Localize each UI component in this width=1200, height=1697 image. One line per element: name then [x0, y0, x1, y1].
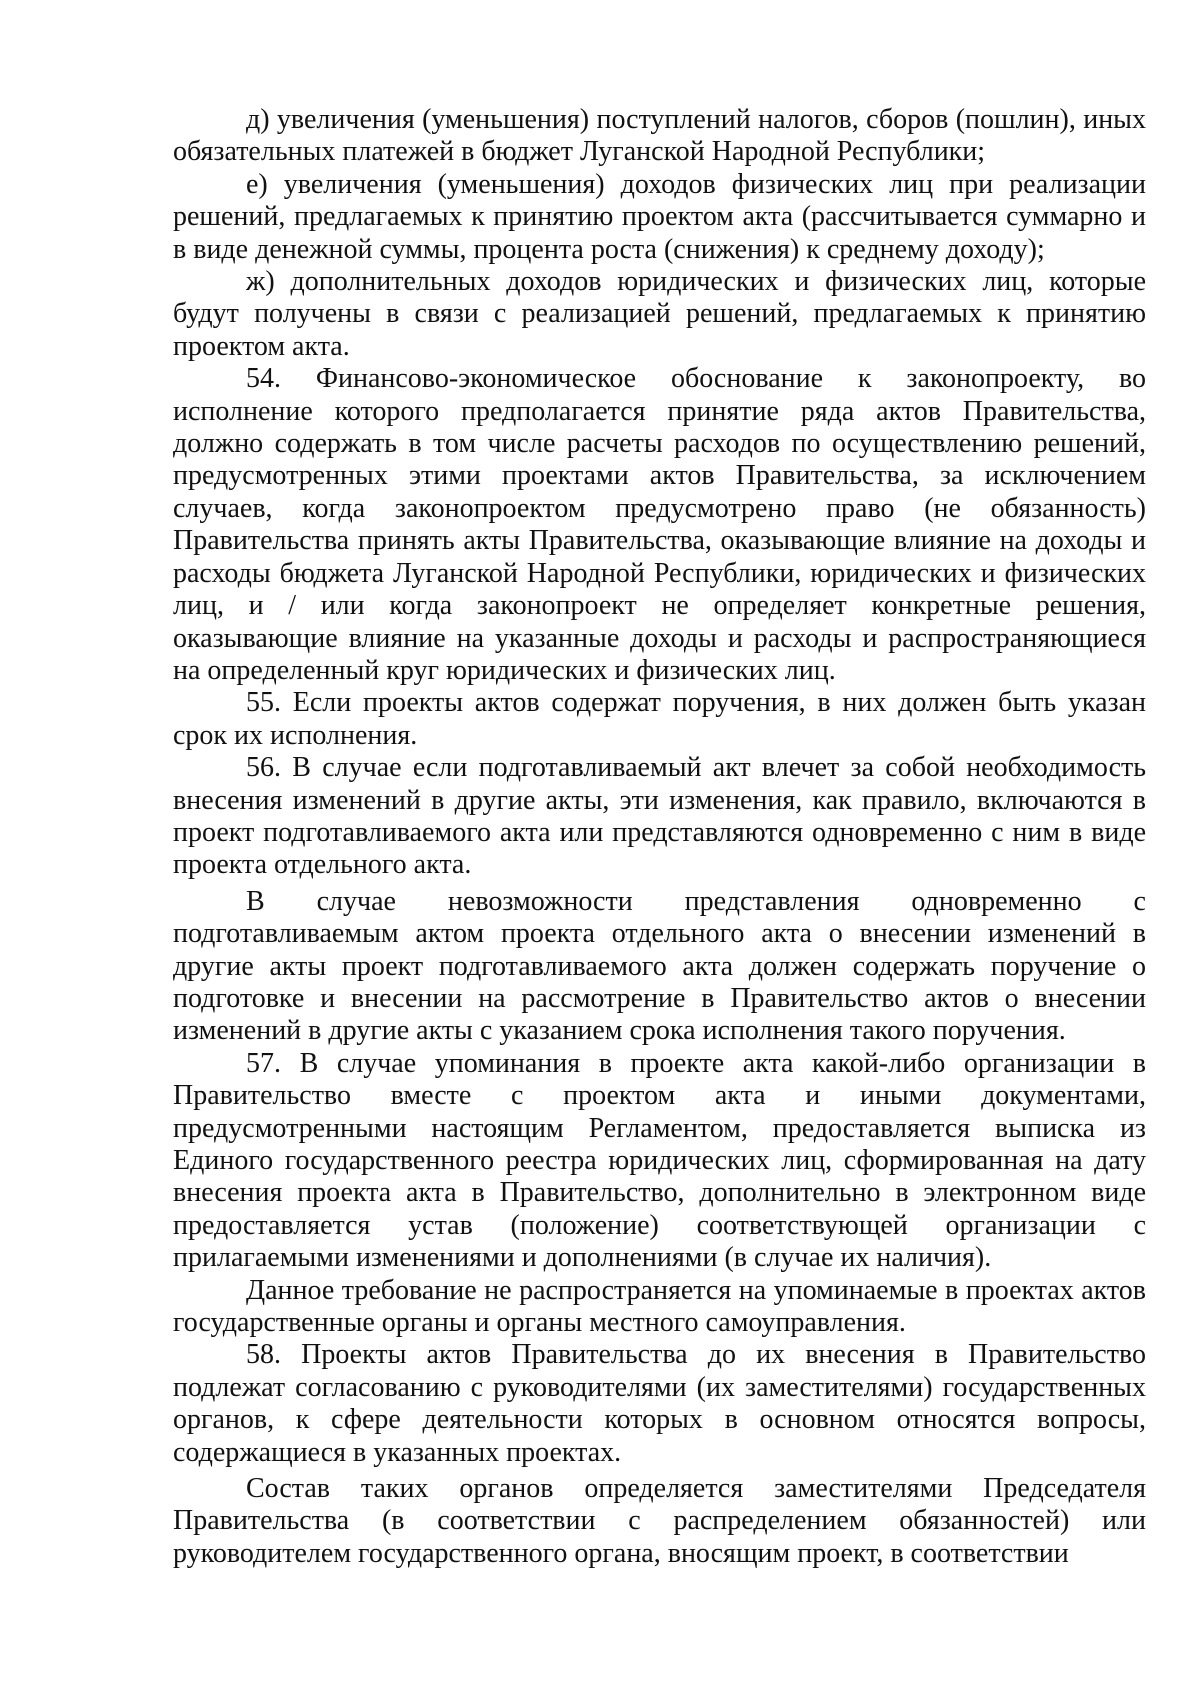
paragraph-58: 58. Проекты актов Правительства до их внесения в Правительство подлежат согласованию с руководителями (их заместителями) государственных органов, к сфере деятельности которых в основном относятся вопросы, содержащиеся в указанных проектах. [173, 1339, 1146, 1468]
paragraph-56: 56. В случае если подготавливаемый акт влечет за собой необходимость внесения изменений в другие акты, эти изменения, как правило, включаются в проект подготавливаемого акта или представляются одновременно с ним в виде проекта отдельного акта. [173, 752, 1146, 881]
document-page [173, 104, 1146, 1570]
paragraph-57: 57. В случае упоминания в проекте акта какой-либо организации в Правительство вместе с проектом акта и иными документами, предусмотренными настоящим Регламентом, предоставляется выписка из Единого государственного реестра юридических лиц, сформированная на дату внесения проекта акта в Правительство, дополнительно в электронном виде предоставляется устав (положение) соответствующей организации с прилагаемыми изменениями и дополнениями (в случае их наличия). [173, 1047, 1146, 1274]
paragraph-55: 55. Если проекты актов содержат поручения, в них должен быть указан срок их исполнения. [173, 687, 1146, 751]
paragraph-58-continued: Состав таких органов определяется заместителями Председателя Правительства (в соответствии с распределением обязанностей) или руководителем государственного органа, вносящим проект, в соответствии [173, 1473, 1146, 1569]
paragraph-57-continued: Данное требование не распространяется на упоминаемые в проектах актов государственные органы и органы местного самоуправления. [173, 1274, 1146, 1339]
paragraph-54: 54. Финансово-экономическое обоснование к законопроекту, во исполнение которого предполагается принятие ряда актов Правительства, должно содержать в том числе расчеты расходов по осуществлению решений, предусмотренных этими проектами актов Правительства, за исключением случаев, когда законопроектом предусмотрено право (не обязанность) Правительства принять акты Правительства, оказывающие влияние на доходы и расходы бюджета Луганской Народной Республики, юридических и физических лиц, и / или когда законопроект не определяет конкретные решения, оказывающие влияние на указанные доходы и расходы и распространяющиеся на определенный круг юридических и физических лиц. [173, 363, 1146, 686]
paragraph-item-zh: ж) дополнительных доходов юридических и физических лиц, которые будут получены в связи с реализацией решений, предлагаемых к принятию проектом акта. [173, 266, 1146, 362]
paragraph-56-continued: В случае невозможности представления одновременно с подготавливаемым актом проекта отдельного акта о внесении изменений в другие акты проект подготавливаемого акта должен содержать поручение о подготовке и внесении на рассмотрение в Правительство актов о внесении изменений в другие акты с указанием срока исполнения такого поручения. [173, 885, 1146, 1047]
paragraph-item-d: д) увеличения (уменьшения) поступлений налогов, сборов (пошлин), иных обязательных платежей в бюджет Луганской Народной Республики; [173, 104, 1146, 168]
paragraph-item-e: е) увеличения (уменьшения) доходов физических лиц при реализации решений, предлагаемых к принятию проектом акта (рассчитывается суммарно и в виде денежной суммы, процента роста (снижения) к среднему доходу); [173, 168, 1146, 265]
